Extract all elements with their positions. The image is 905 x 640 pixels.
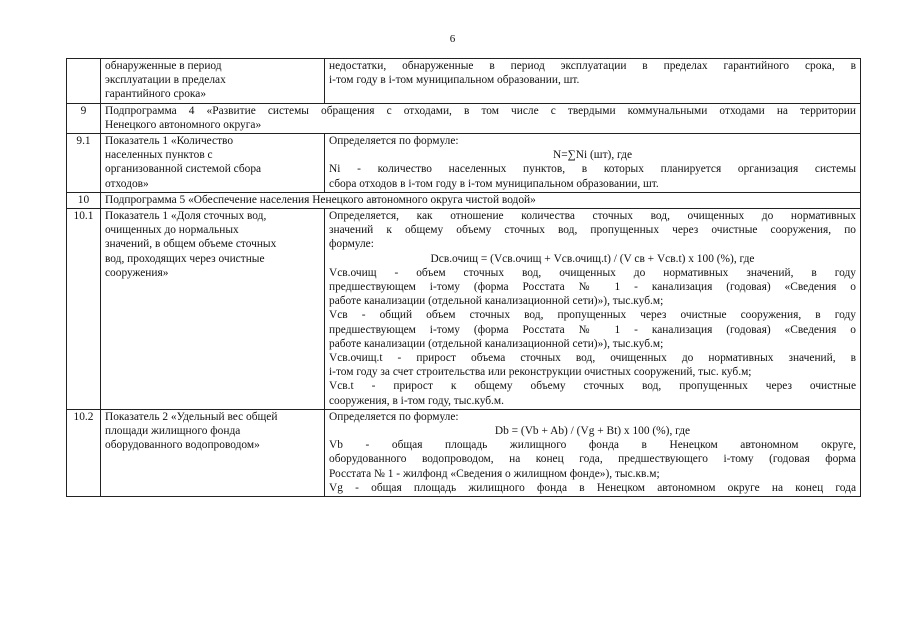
text-line: площади жилищного фонда xyxy=(105,425,241,438)
indicator-description xyxy=(325,59,861,104)
table-row-subprogram-5 xyxy=(67,192,861,208)
text-line: предшествующем i-тому (форма Росстата № 1 - канализация (годовая) «Сведения о xyxy=(329,323,856,336)
formula: Db = (Vb + Ab) / (Vg + Bt) x 100 (%), где xyxy=(494,425,691,438)
text-line: Показатель 1 «Количество xyxy=(105,135,234,148)
text-line: формуле: xyxy=(329,238,374,251)
indicator-description xyxy=(325,134,861,193)
text-line: оборудованного водопроводом, на конец года, предшествующего i-тому (годовая форма xyxy=(329,453,856,466)
text-line: i-том году за счет строительства или реконструкции очистных сооружений, тыс. куб.м; xyxy=(329,366,752,379)
row-number: 10.1 xyxy=(67,209,101,410)
text-line: Росстата № 1 - жилфонд «Сведения о жилищном фонде»), тыс.кв.м; xyxy=(329,467,660,480)
text-line: Vсв.очищ - объем сточных вод, очищенных до нормативных значений, в году xyxy=(329,266,856,279)
text-line: Ненецкого автономного округа» xyxy=(105,118,262,131)
table-row-subprogram-4 xyxy=(67,103,861,133)
page-number: 6 xyxy=(449,33,456,45)
formula-intro: Определяется по формуле: xyxy=(329,135,459,148)
row-number: 10.2 xyxy=(67,409,101,496)
indicator-table xyxy=(66,58,861,497)
text-line: Vb - общая площадь жилищного фонда в Ненецком автономном округе, xyxy=(329,439,856,452)
text-line: предшествующем i-тому (форма Росстата № 1 - канализация (годовая) «Сведения о xyxy=(329,281,856,294)
text-line: значений к общему объему сточных вод, пропущенных через очистные сооружения, по xyxy=(329,224,856,237)
indicator-name xyxy=(101,209,325,410)
text-line: Vсв.очищ.t - прирост объема сточных вод, очищенных до нормативных значений, в xyxy=(329,352,856,365)
text-line: оборудованного водопроводом» xyxy=(105,439,260,452)
row-number: 9 xyxy=(67,103,101,133)
formula-intro: Определяется по формуле: xyxy=(329,410,459,423)
text-line: гарантийного срока» xyxy=(105,88,207,101)
text-line: Vсв - общий объем сточных вод, пропущенных через очистные сооружения, в году xyxy=(329,309,856,322)
table-row-continuation xyxy=(67,59,861,104)
text-line: Vсв.t - прирост к общему объему сточных вод, пропущенных через очистные xyxy=(329,380,856,393)
text-line: i-том году в i-том муниципальном образовании, шт. xyxy=(329,74,580,87)
subprogram-title: Подпрограмма 5 «Обеспечение населения Ненецкого автономного округа чистой водой» xyxy=(101,192,861,208)
indicator-name xyxy=(101,59,325,104)
formula: Dсв.очищ = (Vсв.очищ + Vсв.очищ.t) / (V св + Vсв.t) x 100 (%), где xyxy=(430,252,755,265)
indicator-description xyxy=(325,209,861,410)
text-line: Определяется, как отношение количества сточных вод, очищенных до нормативных xyxy=(329,210,856,223)
row-number: 10 xyxy=(67,192,101,208)
text-line: Подпрограмма 4 «Развитие системы обращения с отходами, в том числе с твердыми коммунальными отходами на территории xyxy=(105,104,856,117)
text-line: обнаруженные в период xyxy=(105,60,222,72)
table-row-10-1 xyxy=(67,209,861,410)
text-line: эксплуатации в пределах xyxy=(105,74,226,87)
indicator-name xyxy=(101,134,325,193)
text-line: Показатель 2 «Удельный вес общей xyxy=(105,410,278,423)
text-line: Vg - общая площадь жилищного фонда в Ненецком автономном округе на конец года xyxy=(329,481,856,494)
table-row-10-2 xyxy=(67,409,861,496)
text-line: Ni - количество населенных пунктов, в которых планируется организация системы xyxy=(329,163,856,176)
text-line: организованной системой сбора xyxy=(105,163,262,176)
text-line: населенных пунктов с xyxy=(105,149,213,162)
formula: N=∑Ni (шт), где xyxy=(553,149,632,162)
text-line: работе канализации (отдельной канализационной сети)»), тыс.куб.м; xyxy=(329,337,664,350)
text-line: вод, проходящих через очистные xyxy=(105,252,265,265)
row-number xyxy=(67,59,101,104)
indicator-description xyxy=(325,409,861,496)
text-line: значений, в общем объеме сточных xyxy=(105,238,277,251)
text-line: очищенных до нормальных xyxy=(105,224,239,237)
text-line: сооружения, в i-том году, тыс.куб.м. xyxy=(329,394,504,407)
text-line: Показатель 1 «Доля сточных вод, xyxy=(105,210,267,223)
text-line: недостатки, обнаруженные в период эксплуатации в пределах гарантийного срока, в xyxy=(329,60,856,72)
subprogram-title xyxy=(101,103,861,133)
text-line: сооружения» xyxy=(105,266,169,279)
text-line: сбора отходов в i-том году в i-том муниципальном образовании, шт. xyxy=(329,177,659,190)
text-line: работе канализации (отдельной канализационной сети)»), тыс.куб.м; xyxy=(329,295,664,308)
text-line: отходов» xyxy=(105,177,149,190)
table-row-9-1 xyxy=(67,134,861,193)
row-number: 9.1 xyxy=(67,134,101,193)
indicator-name xyxy=(101,409,325,496)
